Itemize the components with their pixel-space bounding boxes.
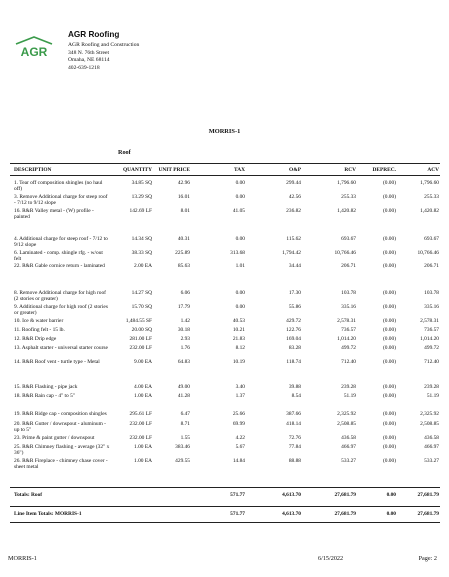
cell-rcv: 533.27: [341, 458, 356, 464]
cell-rcv: 736.57: [341, 327, 356, 333]
cell-desc: 26. R&R Fireplace - chimney chase cover - sheet metal: [14, 458, 108, 471]
cell-rcv: 2,508.85: [337, 421, 356, 427]
cell-qty: 2.00 EA: [134, 263, 152, 269]
cell-up: 16.01: [177, 194, 190, 200]
cell-op: 118.74: [286, 359, 301, 365]
cell-op: 299.44: [286, 180, 301, 186]
cell-desc: 16. R&R Valley metal - (W) profile - painted: [14, 208, 94, 221]
cell-rcv: 335.16: [341, 304, 356, 310]
cell-acv: 335.16: [424, 304, 439, 310]
cell-acv: 2,578.31: [420, 318, 439, 324]
cell-desc: 13. Asphalt starter - universal starter course: [14, 345, 108, 351]
company-full-name: AGR Roofing and Construction: [68, 42, 140, 48]
col-quantity: QUANTITY: [122, 167, 152, 173]
cell-qty: 34.85 SQ: [131, 180, 152, 186]
cell-dep: (0.00): [382, 208, 396, 214]
cell-qty: 20.00 SQ: [131, 327, 152, 333]
cell-dep: (0.00): [382, 180, 396, 186]
cell-tax: 5.67: [235, 444, 245, 450]
cell-tax: 69.99: [232, 421, 245, 427]
cell-op: 122.76: [286, 327, 301, 333]
cell-desc: 9. Additional charge for high roof (2 stories or greater): [14, 304, 108, 317]
cell-up: 17.79: [177, 304, 190, 310]
cell-rcv: 466.97: [341, 444, 356, 450]
cell-qty: 14.27 SQ: [131, 290, 152, 296]
cell-tax: 0.00: [235, 180, 245, 186]
cell-acv: 239.28: [424, 384, 439, 390]
cell-dep: (0.00): [382, 263, 396, 269]
totals-roof-label: Totals: Roof: [14, 492, 43, 498]
cell-rcv: 2,325.92: [337, 411, 356, 417]
cell-up: 1.55: [180, 435, 190, 441]
cell-up: 225.89: [175, 250, 190, 256]
cell-acv: 2,508.85: [420, 421, 439, 427]
header-rule-bottom: [10, 175, 440, 176]
cell-up: 40.31: [177, 236, 190, 242]
cell-desc: 10. Ice & water barrier: [14, 318, 64, 324]
claim-title: MORRIS-1: [208, 128, 241, 135]
cell-tax: 0.00: [235, 304, 245, 310]
cell-op: 34.44: [288, 263, 301, 269]
cell-op: 72.76: [288, 435, 301, 441]
col-tax: TAX: [234, 167, 245, 173]
col-unit-price: UNIT PRICE: [158, 167, 190, 173]
cell-op: 39.88: [288, 384, 301, 390]
cell-rcv: 1,420.82: [337, 208, 356, 214]
cell-desc: 11. Roofing felt - 15 lb.: [14, 327, 65, 333]
cell-rcv: 1,014.20: [337, 336, 356, 342]
cell-acv: 693.67: [424, 236, 439, 242]
cell-acv: 436.58: [424, 435, 439, 441]
cell-op: 8.54: [291, 393, 301, 399]
cell-op: 1,794.42: [282, 250, 301, 256]
cell-up: 1.42: [180, 318, 190, 324]
cell-acv: 51.19: [426, 393, 439, 399]
totals-rule-bottom: [10, 522, 440, 523]
svg-text:AGR: AGR: [20, 45, 48, 58]
cell-desc: 19. R&R Ridge cap - composition shingles: [14, 411, 107, 417]
cell-tax: 10.19: [232, 359, 245, 365]
cell-dep: (0.00): [382, 384, 396, 390]
cell-tax: 40.53: [232, 318, 245, 324]
cell-up: 64.83: [177, 359, 190, 365]
cell-dep: (0.00): [382, 411, 396, 417]
cell-op: 55.86: [288, 304, 301, 310]
cell-qty: 1.00 EA: [134, 393, 152, 399]
company-phone: 402-639-1218: [68, 64, 100, 71]
company-address-2: Omaha, NE 68114: [68, 57, 110, 64]
line-item-totals-deprec: 0.00: [386, 511, 396, 517]
section-title: Roof: [118, 149, 131, 156]
cell-desc: 4. Additional charge for steep roof - 7/12 to 9/12 slope: [14, 236, 108, 249]
cell-dep: (0.00): [382, 236, 396, 242]
cell-up: 6.47: [180, 411, 190, 417]
cell-qty: 4.00 EA: [134, 384, 152, 390]
cell-op: 387.66: [286, 411, 301, 417]
cell-acv: 103.78: [424, 290, 439, 296]
cell-rcv: 239.28: [341, 384, 356, 390]
cell-dep: (0.00): [382, 421, 396, 427]
cell-tax: 0.00: [235, 236, 245, 242]
cell-dep: (0.00): [382, 458, 396, 464]
totals-roof-tax: 571.77: [230, 492, 245, 498]
header-rule-top: [10, 163, 440, 164]
cell-up: 30.18: [177, 327, 190, 333]
cell-dep: (0.00): [382, 327, 396, 333]
cell-desc: 1. Tear off composition shingles (no haul off): [14, 180, 103, 193]
company-address-1: 348 N. 76th Street: [68, 49, 110, 56]
cell-tax: 8.12: [235, 345, 245, 351]
cell-desc: 8. Remove Additional charge for high roof (2 stories or greater): [14, 290, 106, 303]
cell-qty: 38.33 SQ: [131, 250, 152, 256]
cell-op: 115.62: [286, 236, 301, 242]
cell-acv: 206.71: [424, 263, 439, 269]
cell-dep: (0.00): [382, 359, 396, 365]
cell-desc: 25. R&R Chimney flashing - average (32" x 36"): [14, 444, 110, 457]
cell-qty: 142.69 LF: [129, 208, 152, 214]
cell-acv: 10,766.46: [417, 250, 439, 256]
cell-op: 77.84: [288, 444, 301, 450]
cell-acv: 533.27: [424, 458, 439, 464]
cell-qty: 9.00 EA: [134, 359, 152, 365]
line-item-totals-op: 4,613.70: [282, 511, 301, 517]
cell-tax: 1.37: [235, 393, 245, 399]
col-rcv: RCV: [344, 167, 356, 173]
col-acv: ACV: [427, 167, 439, 173]
cell-tax: 14.84: [232, 458, 245, 464]
cell-rcv: 712.40: [341, 359, 356, 365]
line-item-totals-label: Line Item Totals: MORRIS-1: [14, 511, 82, 517]
cell-op: 418.14: [286, 421, 301, 427]
cell-dep: (0.00): [382, 336, 396, 342]
totals-roof-rcv: 27,681.79: [334, 492, 356, 498]
cell-acv: 2,325.92: [420, 411, 439, 417]
cell-op: 169.04: [286, 336, 301, 342]
cell-qty: 295.61 LF: [129, 411, 152, 417]
cell-desc: 20. R&R Gutter / downspout - aluminum - up to 5": [14, 421, 106, 434]
cell-acv: 499.72: [424, 345, 439, 351]
cell-desc: 15. R&R Flashing - pipe jack: [14, 384, 78, 390]
cell-rcv: 206.71: [341, 263, 356, 269]
cell-up: 1.76: [180, 345, 190, 351]
cell-op: 42.56: [288, 194, 301, 200]
cell-dep: (0.00): [382, 444, 396, 450]
cell-up: 6.06: [180, 290, 190, 296]
cell-up: 49.00: [177, 384, 190, 390]
totals-rule-mid: [10, 506, 440, 507]
agr-logo: [14, 36, 54, 58]
cell-rcv: 499.72: [341, 345, 356, 351]
cell-up: 2.93: [180, 336, 190, 342]
cell-rcv: 103.78: [341, 290, 356, 296]
cell-tax: 1.01: [235, 263, 245, 269]
cell-rcv: 2,578.31: [337, 318, 356, 324]
cell-acv: 712.40: [424, 359, 439, 365]
cell-op: 83.28: [288, 345, 301, 351]
cell-qty: 1.00 EA: [134, 458, 152, 464]
cell-tax: 3.40: [235, 384, 245, 390]
cell-desc: 14. R&R Roof vent - turtle type - Metal: [14, 359, 100, 365]
totals-roof-op: 4,613.70: [282, 492, 301, 498]
cell-rcv: 436.58: [341, 435, 356, 441]
line-item-totals-tax: 571.77: [230, 511, 245, 517]
cell-tax: 4.22: [235, 435, 245, 441]
cell-tax: 21.83: [232, 336, 245, 342]
footer-date: 6/15/2022: [318, 555, 344, 562]
cell-dep: (0.00): [382, 345, 396, 351]
cell-desc: 22. R&R Gable cornice return - laminated: [14, 263, 105, 269]
cell-op: 429.72: [286, 318, 301, 324]
footer-claim: MORRIS-1: [8, 555, 37, 562]
col-deprec: DEPREC.: [372, 167, 396, 173]
cell-rcv: 10,766.46: [334, 250, 356, 256]
cell-desc: 23. Prime & paint gutter / downspout: [14, 435, 95, 441]
cell-tax: 313.68: [230, 250, 245, 256]
line-item-totals-rcv: 27,681.79: [334, 511, 356, 517]
cell-desc: 3. Remove Additional charge for steep roof - 7/12 to 9/12 slope: [14, 194, 108, 207]
line-item-totals-acv: 27,681.79: [417, 511, 439, 517]
cell-dep: (0.00): [382, 318, 396, 324]
company-name: AGR Roofing: [68, 30, 120, 39]
cell-qty: 1,484.55 SF: [125, 318, 152, 324]
cell-rcv: 51.19: [343, 393, 356, 399]
cell-op: 17.30: [288, 290, 301, 296]
cell-op: 236.82: [286, 208, 301, 214]
cell-up: 429.55: [175, 458, 190, 464]
cell-up: 383.46: [175, 444, 190, 450]
cell-acv: 1,420.82: [420, 208, 439, 214]
cell-acv: 255.33: [424, 194, 439, 200]
cell-tax: 0.00: [235, 194, 245, 200]
cell-up: 85.63: [177, 263, 190, 269]
cell-qty: 15.70 SQ: [131, 304, 152, 310]
cell-qty: 232.00 LF: [129, 345, 152, 351]
cell-acv: 1,796.60: [420, 180, 439, 186]
cell-rcv: 693.67: [341, 236, 356, 242]
cell-acv: 466.97: [424, 444, 439, 450]
cell-up: 8.01: [180, 208, 190, 214]
footer-page: Page: 2: [418, 555, 437, 562]
cell-dep: (0.00): [382, 435, 396, 441]
logo-roof-icon: [16, 37, 52, 44]
cell-desc: 12. R&R Drip edge: [14, 336, 57, 342]
cell-acv: 1,014.20: [420, 336, 439, 342]
cell-tax: 41.05: [232, 208, 245, 214]
cell-acv: 736.57: [424, 327, 439, 333]
cell-dep: (0.00): [382, 393, 396, 399]
totals-rule-top: [10, 487, 440, 488]
col-description: DESCRIPTION: [14, 167, 52, 173]
cell-desc: 6. Laminated - comp. shingle rfg. - w/out felt: [14, 250, 103, 263]
cell-up: 8.71: [180, 421, 190, 427]
cell-qty: 281.00 LF: [129, 336, 152, 342]
cell-op: 88.88: [288, 458, 301, 464]
cell-dep: (0.00): [382, 304, 396, 310]
cell-qty: 14.34 SQ: [131, 236, 152, 242]
cell-up: 41.28: [177, 393, 190, 399]
company-block: [68, 30, 139, 72]
cell-qty: 232.00 LF: [129, 421, 152, 427]
cell-tax: 25.66: [232, 411, 245, 417]
cell-dep: (0.00): [382, 290, 396, 296]
cell-tax: 10.21: [232, 327, 245, 333]
cell-qty: 232.00 LF: [129, 435, 152, 441]
cell-up: 42.96: [177, 180, 190, 186]
totals-roof-deprec: 0.00: [386, 492, 396, 498]
cell-rcv: 1,796.60: [337, 180, 356, 186]
cell-desc: 18. R&R Rain cap - 4" to 5": [14, 393, 75, 399]
cell-qty: 1.00 EA: [134, 444, 152, 450]
cell-rcv: 255.33: [341, 194, 356, 200]
cell-dep: (0.00): [382, 250, 396, 256]
col-op: O&P: [289, 167, 301, 173]
cell-dep: (0.00): [382, 194, 396, 200]
totals-roof-acv: 27,681.79: [417, 492, 439, 498]
cell-tax: 0.00: [235, 290, 245, 296]
cell-qty: 13.29 SQ: [131, 194, 152, 200]
